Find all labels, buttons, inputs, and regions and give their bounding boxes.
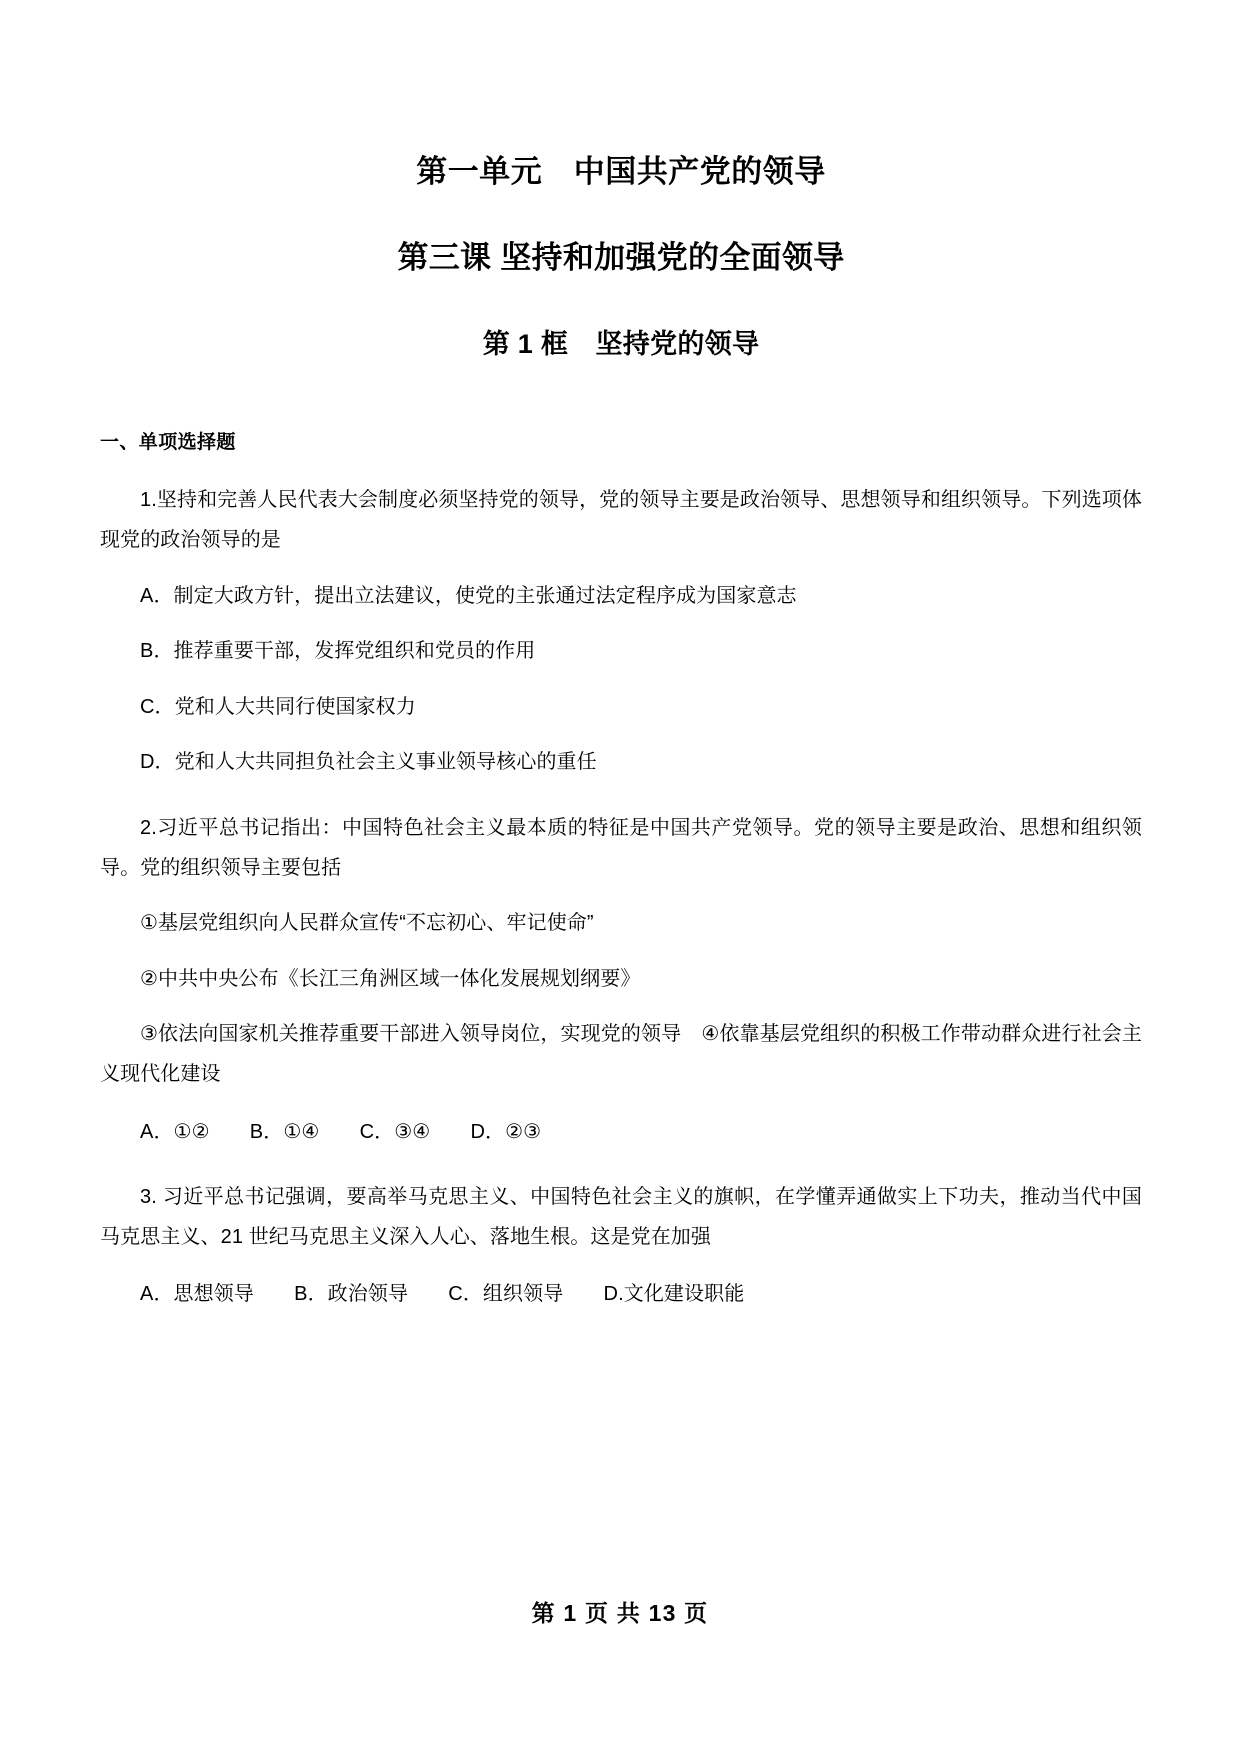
unit-heading: 第一单元 中国共产党的领导 [416, 154, 826, 189]
frame-heading: 第 1 框 坚持党的领导 [482, 328, 760, 359]
question-option: A．制定大政方针，提出立法建议，使党的主张通过法定程序成为国家意志 [140, 584, 797, 607]
question-choices: A．思想领导 B．政治领导 C．组织领导 D.文化建设职能 [140, 1283, 745, 1306]
question-option: C．党和人大共同行使国家权力 [140, 695, 416, 718]
question-stem: 2.习近平总书记指出：中国特色社会主义最本质的特征是中国共产党领导。党的领导主要是政治、思想和组织领导。党的组织领导主要包括 [100, 816, 1142, 879]
question-item: ②中共中央公布《长江三角洲区域一体化发展规划纲要》 [140, 967, 641, 990]
question-choices: A．①② B．①④ C．③④ D．②③ [140, 1120, 542, 1143]
question-item: ③依法向国家机关推荐重要干部进入领导岗位，实现党的领导 ④依靠基层党组织的积极工作带动群众进行社会主义现代化建设 [100, 1023, 1142, 1085]
document-content [100, 0, 1142, 1315]
question-option: B．推荐重要干部，发挥党组织和党员的作用 [140, 640, 536, 663]
question-stem: 3. 习近平总书记强调，要高举马克思主义、中国特色社会主义的旗帜，在学懂弄通做实上下功夫，推动当代中国马克思主义、21 世纪马克思主义深入人心、落地生根。这是党在加强 [100, 1186, 1142, 1248]
lesson-heading: 第三课 坚持和加强党的全面领导 [397, 240, 845, 276]
question-option: D．党和人大共同担负社会主义事业领导核心的重任 [140, 751, 597, 774]
page-footer: 第 1 页 共 13 页 [531, 1600, 709, 1626]
section-heading-multiple-choice: 一、单项选择题 [100, 431, 236, 453]
question-item: ①基层党组织向人民群众宣传“不忘初心、牢记使命” [140, 912, 594, 935]
question-stem: 1.坚持和完善人民代表大会制度必须坚持党的领导，党的领导主要是政治领导、思想领导和组织领导。下列选项体现党的政治领导的是 [100, 489, 1142, 551]
